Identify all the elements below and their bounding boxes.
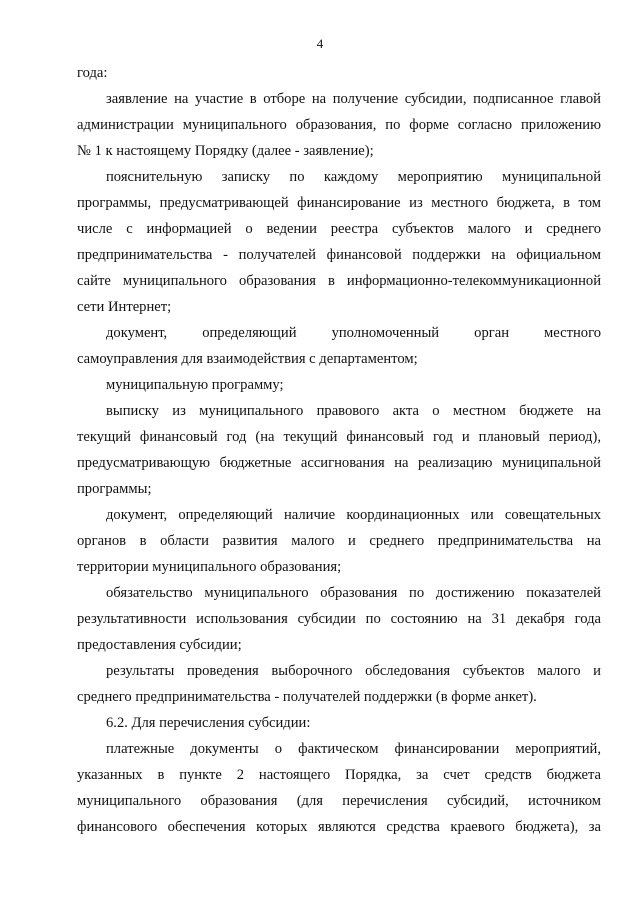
- text-line: предоставления субсидии;: [77, 637, 242, 653]
- text-line: обязательство муниципального образования по достижению показателей: [106, 585, 601, 601]
- text-line: выписку из муниципального правового акта о местном бюджете на: [106, 403, 601, 419]
- text-line: документ, определяющий уполномоченный орган местного: [106, 325, 601, 341]
- text-line: результаты проведения выборочного обследования субъектов малого и: [106, 663, 601, 679]
- text-line: 6.2. Для перечисления субсидии:: [106, 715, 311, 731]
- text-line: пояснительную записку по каждому мероприятию муниципальной: [106, 169, 601, 185]
- document-body: [77, 60, 601, 840]
- text-line: среднего предпринимательства - получателей поддержки (в форме анкет).: [77, 689, 537, 705]
- text-line: года:: [77, 65, 108, 81]
- text-line: указанных в пункте 2 настоящего Порядка, за счет средств бюджета: [77, 767, 601, 783]
- text-line: органов в области развития малого и среднего предпринимательства на: [77, 533, 601, 549]
- text-line: предпринимательства - получателей финансовой поддержки на официальном: [77, 247, 601, 263]
- text-line: сайте муниципального образования в информационно-телекоммуникационной: [77, 273, 601, 289]
- text-line: № 1 к настоящему Порядку (далее - заявление);: [77, 143, 374, 159]
- text-line: документ, определяющий наличие координационных или совещательных: [106, 507, 601, 523]
- page-number: 4: [316, 36, 324, 51]
- text-line: предусматривающую бюджетные ассигнования на реализацию муниципальной: [77, 455, 601, 471]
- text-line: территории муниципального образования;: [77, 559, 342, 575]
- text-line: заявление на участие в отборе на получение субсидии, подписанное главой: [106, 91, 601, 107]
- text-line: программы;: [77, 481, 152, 497]
- text-line: числе с информацией о ведении реестра субъектов малого и среднего: [77, 221, 601, 237]
- text-line: муниципальную программу;: [106, 377, 284, 393]
- text-line: администрации муниципального образования, по форме согласно приложению: [77, 117, 601, 133]
- text-line: муниципального образования (для перечисления субсидий, источником: [77, 793, 601, 809]
- text-line: платежные документы о фактическом финансировании мероприятий,: [106, 741, 601, 757]
- text-line: сети Интернет;: [77, 299, 172, 315]
- text-line: самоуправления для взаимодействия с департаментом;: [77, 351, 418, 367]
- text-line: результативности использования субсидии по состоянию на 31 декабря года: [77, 611, 601, 627]
- text-line: программы, предусматривающей финансирование из местного бюджета, в том: [77, 195, 601, 211]
- text-line: текущий финансовый год (на текущий финансовый год и плановый период),: [77, 429, 601, 445]
- text-line: финансового обеспечения которых являются средства краевого бюджета), за: [77, 819, 601, 835]
